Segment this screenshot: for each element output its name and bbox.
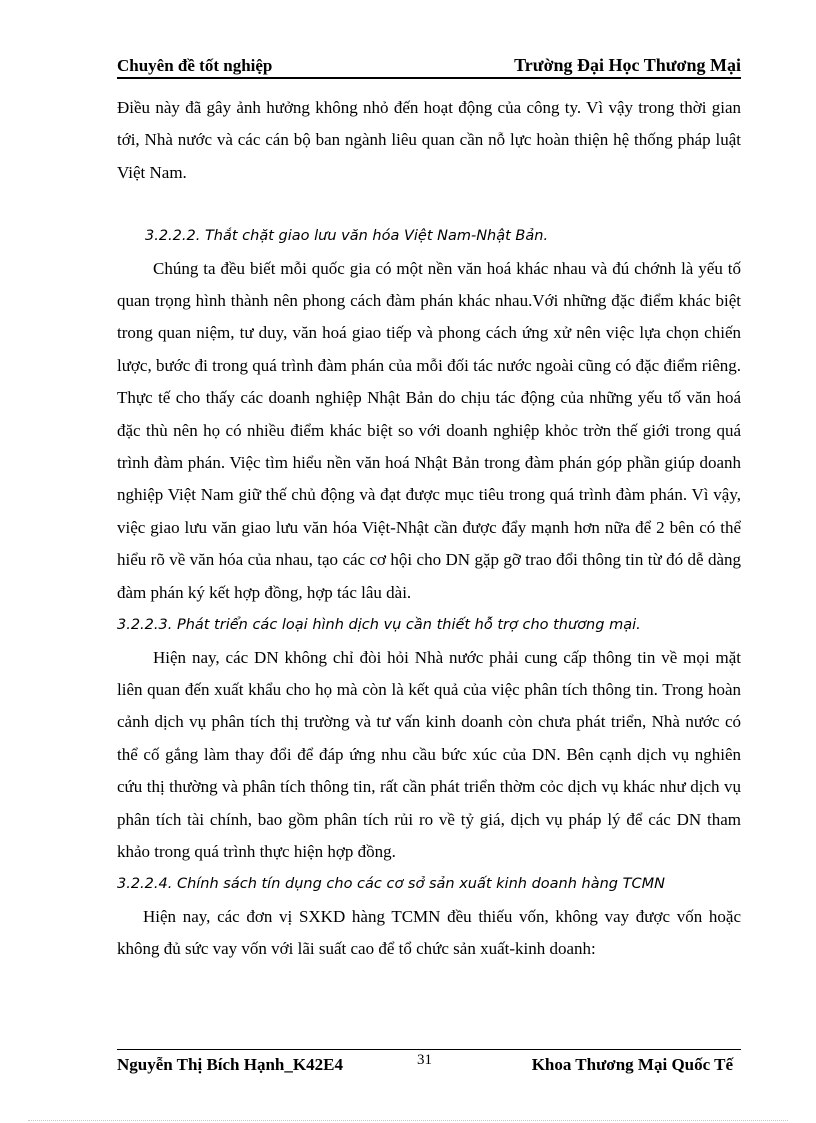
page-bottom-border	[28, 1120, 788, 1121]
paragraph-intro: Điều này đã gây ảnh hưởng không nhỏ đến hoạt động của công ty. Vì vậy trong thời gian tới, Nhà nước và các cán bộ ban ngành liêu quan cần nỗ lực hoàn thiện hệ thống pháp luật Việt Nam.	[117, 98, 741, 182]
section-heading-3-2-2-4: 3.2.2.4. Chính sách tín dụng cho các cơ sở sản xuất kinh doanh hàng TCMN	[117, 876, 665, 893]
header-right-title: Trường Đại Học Thương Mại	[514, 55, 741, 75]
page-header	[117, 50, 741, 79]
section-heading-3-2-2-3: 3.2.2.3. Phát triển các loại hình dịch vụ cần thiết hỗ trợ cho thương mại.	[117, 617, 641, 634]
page-footer	[117, 1053, 741, 1077]
paragraph-culture-exchange: Chúng ta đều biết mỗi quốc gia có một nền văn hoá khác nhau và đú chớnh là yếu tố quan trọng hình thành nên phong cách đàm phán khác nhau.Với những đặc điểm khác biệt trong quan niệm, tư duy, văn hoá giao tiếp và phong cách ứng xử nên việc lựa chọn chiến lược, bước đi trong quá trình đàm phán của mỗi đối tác nước ngoài cũng có đặc điểm riêng. Thực tế cho thấy các doanh nghiệp Nhật Bản do chịu tác động của những yếu tố văn hoá đặc thù nên họ có nhiều điểm khác biệt so với doanh nghiệp khỏc trờn thế giới trong quá trình đàm phán. Việc tìm hiểu nền văn hoá Nhật Bản trong đàm phán góp phần giúp doanh nghiệp Việt Nam giữ thế chủ động và đạt được mục tiêu trong quá trình đàm phán. Vì vậy, việc giao lưu văn giao lưu văn hóa Việt-Nhật cần được đẩy mạnh hơn nữa để 2 bên có thể hiểu rõ về văn hóa của nhau, tạo các cơ hội cho DN gặp gỡ trao đổi thông tin từ đó dễ dàng đàm phán ký kết hợp đồng, hợp tác lâu dài.	[117, 258, 741, 602]
paragraph-credit-policy: Hiện nay, các đơn vị SXKD hàng TCMN đều thiếu vốn, không vay được vốn hoặc không đủ sức vay vốn với lãi suất cao để tổ chức sản xuất-kinh doanh:	[117, 906, 741, 959]
page-number: 31	[417, 1052, 432, 1068]
footer-faculty: Khoa Thương Mại Quốc Tế	[531, 1055, 733, 1074]
paragraph-support-services: Hiện nay, các DN không chỉ đòi hỏi Nhà nước phải cung cấp thông tin về mọi mặt liên quan đến xuất khẩu cho họ mà còn là kết quả của việc phân tích thông tin. Trong hoàn cảnh dịch vụ phân tích thị trường và tư vấn kinh doanh còn chưa phát triển, Nhà nước có thể cố gắng làm thay đổi để đáp ứng nhu cầu bức xúc của DN. Bên cạnh dịch vụ nghiên cứu thị thường và phân tích thông tin, rất cần phát triển thờm cỏc dịch vụ khác như dịch vụ phân tích tài chính, bao gồm phân tích rủi ro về tỷ giá, dịch vụ pháp lý để các DN tham khảo trong quá trình thực hiện hợp đồng.	[117, 647, 741, 861]
header-left-title: Chuyên đề tốt nghiệp	[117, 56, 273, 75]
footer-divider	[117, 1049, 741, 1050]
footer-author: Nguyễn Thị Bích Hạnh_K42E4	[117, 1055, 343, 1074]
section-heading-3-2-2-2: 3.2.2.2. Thắt chặt giao lưu văn hóa Việt Nam-Nhật Bản.	[145, 228, 549, 245]
document-body	[117, 92, 741, 966]
